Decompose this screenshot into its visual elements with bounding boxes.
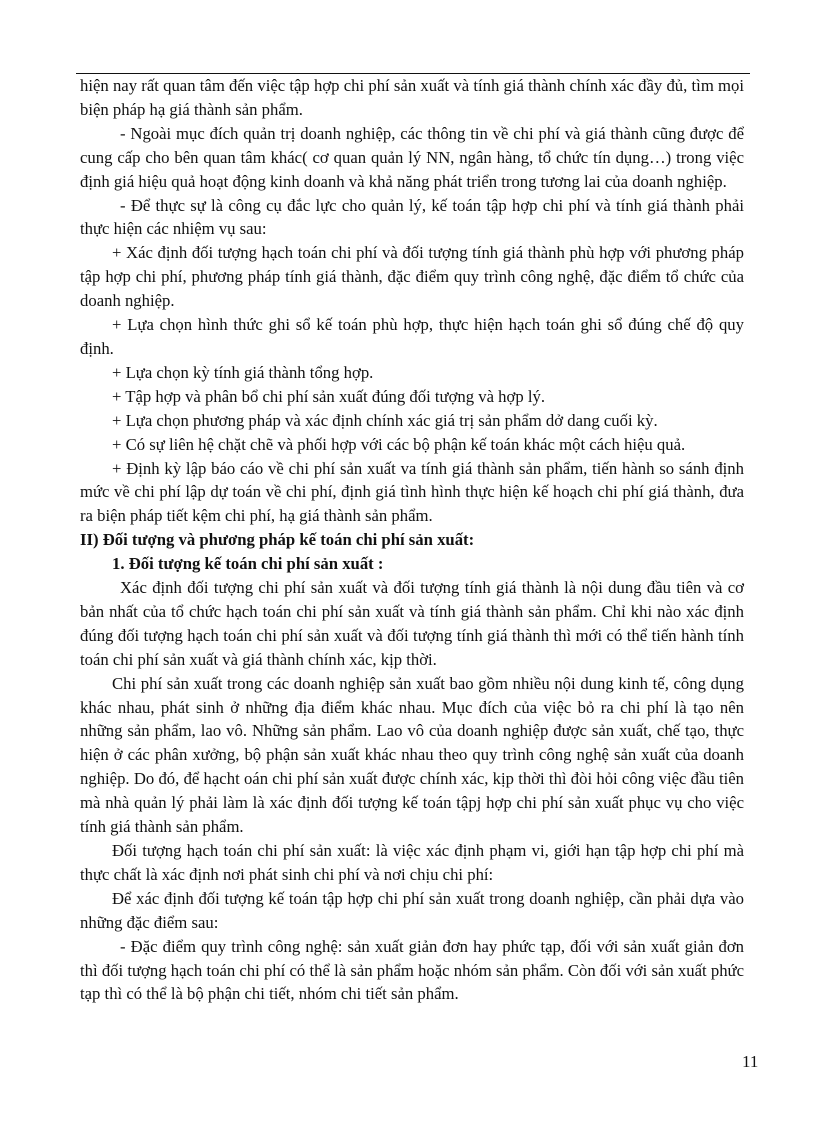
task-item: + Lựa chọn hình thức ghi sổ kế toán phù hợp, thực hiện hạch toán ghi sổ đúng chế độ quy định. — [80, 315, 744, 358]
paragraph: Đối tượng hạch toán chi phí sản xuất: là việc xác định phạm vi, giới hạn tập hợp chi phí mà thực chất là xác định nơi phát sinh chi phí và nơi chịu chi phí: — [80, 841, 744, 884]
task-item: + Có sự liên hệ chặt chẽ và phối hợp với các bộ phận kế toán khác một cách hiệu quả. — [112, 434, 686, 454]
task-item: + Lựa chọn phương pháp và xác định chính xác giá trị sản phẩm dở dang cuối kỳ. — [112, 410, 658, 430]
body-text — [80, 74, 744, 1006]
task-item: + Tập hợp và phân bổ chi phí sản xuất đúng đối tượng và hợp lý. — [112, 386, 546, 406]
paragraph: Chi phí sản xuất trong các doanh nghiệp sản xuất bao gồm nhiều nội dung kinh tế, công dụng khác nhau, phát sinh ở những địa điểm khác nhau. Mục đích của việc bỏ ra chi phí là tạo nên những sản phẩm, lao vô. Những sản phẩm. Lao vô của doanh nghiệp được sản xuất, chế tạo, thực hiện ở các phân xưởng, bộ phận sản xuất khác nhau theo quy trình công nghệ sản xuất của doanh nghiệp. Do đó, để hạcht oán chi phí sản xuất được chính xác, kịp thời thì đòi hỏi công việc đầu tiên mà nhà quản lý phải làm là xác định đối tượng kế toán tậpj hợp chi phí sản xuất phục vụ cho việc tính giá thành sản phẩm. — [80, 673, 744, 837]
paragraph-bullet-tasks: - Để thực sự là công cụ đắc lực cho quản lý, kế toán tập hợp chi phí và tính giá thành phải thực hiện các nhiệm vụ sau: — [80, 195, 744, 239]
paragraph: Xác định đối tượng chi phí sản xuất và đối tượng tính giá thành là nội dung đầu tiên và cơ bản nhất của tổ chức hạch toán chi phí sản xuất và tính giá thành sản phẩm. Chỉ khi nào xác định đúng đối tượng hạch toán chi phí sản xuất và đối tượng tính giá thành thì mới có thể tiến hành tính toán chi phí sản xuất và giá thành chính xác, kịp thời. — [80, 578, 744, 669]
task-item: + Xác định đối tượng hạch toán chi phí và đối tượng tính giá thành phù hợp với phương pháp tập hợp chi phí, phương pháp tính giá thành, đặc điểm quy trình công nghệ, đặc điểm tổ chức của doanh nghiệp. — [80, 243, 744, 311]
subsection-heading: 1. Đối tượng kế toán chi phí sản xuất : — [112, 554, 384, 574]
paragraph: Để xác định đối tượng kế toán tập hợp chi phí sản xuất trong doanh nghiệp, cần phải dựa vào những đặc điểm sau: — [80, 888, 744, 932]
page-number: 11 — [742, 1052, 759, 1071]
paragraph-bullet-process: - Đặc điểm quy trình công nghệ: sản xuất giản đơn hay phức tạp, đối với sản xuất giản đơn thì đối tượng hạch toán chi phí có thể là sản phẩm hoặc nhóm sản phẩm. Còn đối với sản xuất phức tạp thì có thể là bộ phận chi tiết, nhóm chi tiết sản phẩm. — [80, 936, 744, 1004]
paragraph-bullet-purpose: - Ngoài mục đích quản trị doanh nghiệp, các thông tin về chi phí và giá thành cũng được để cung cấp cho bên quan tâm khác( cơ quan quản lý NN, ngân hàng, tổ chức tín dụng…) trong việc định giá hiệu quả hoạt động kinh doanh và khả năng phát triển trong tương lai của doanh nghiệp. — [80, 123, 744, 191]
task-item: + Định kỳ lập báo cáo về chi phí sản xuất va tính giá thành sản phẩm, tiến hành so sánh định mức về chi phí lập dự toán về chi phí, định giá tình hình thực hiện kế hoạch chi phí giá thành, đưa ra biện pháp tiết kệm chi phí, hạ giá thành sản phẩm. — [80, 458, 744, 526]
task-item: + Lựa chọn kỳ tính giá thành tổng hợp. — [112, 362, 374, 382]
section-heading: II) Đối tượng và phương pháp kế toán chi phí sản xuất: — [80, 530, 475, 550]
paragraph-continuation: hiện nay rất quan tâm đến việc tập hợp chi phí sản xuất và tính giá thành chính xác đầy đủ, tìm mọi biện pháp hạ giá thành sản phẩm. — [80, 76, 744, 119]
